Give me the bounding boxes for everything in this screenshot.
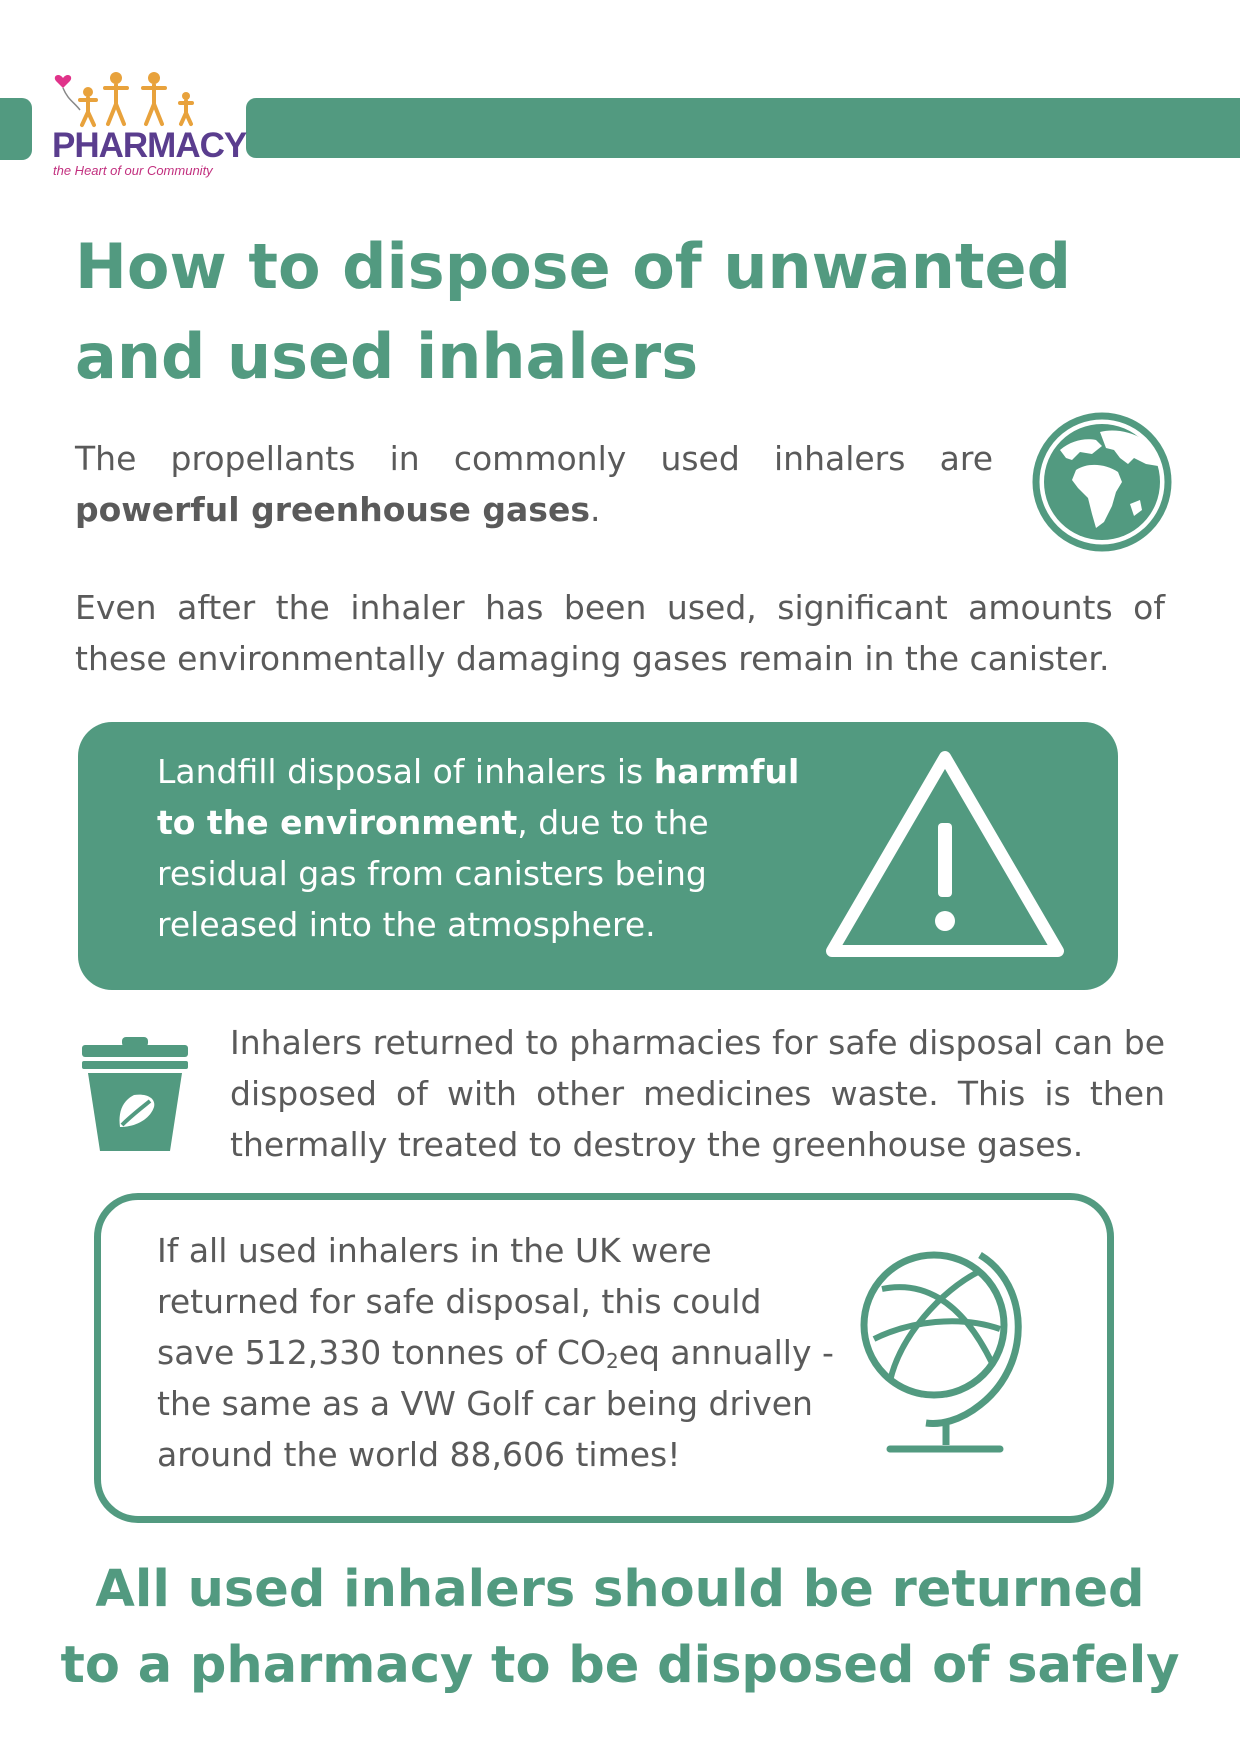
pharmacy-return-paragraph: Inhalers returned to pharmacies for safe disposal can be disposed of with other medicines waste. This is then thermally treated to destroy the greenhouse gases. bbox=[230, 1023, 1165, 1164]
residual-paragraph: Even after the inhaler has been used, significant amounts of these environmentally damaging gases remain in the canister. bbox=[75, 588, 1165, 678]
warning-icon bbox=[820, 745, 1070, 967]
page-title: How to dispose of unwanted and used inhalers bbox=[75, 230, 1071, 393]
intro-emphasis: powerful greenhouse gases bbox=[75, 490, 590, 529]
desk-globe-icon bbox=[860, 1245, 1040, 1455]
warning-emphasis: harmful to the environment bbox=[157, 752, 800, 842]
intro-paragraph: The propellants in commonly used inhalers are powerful greenhouse gases. bbox=[75, 439, 993, 529]
warning-text: Landfill disposal of inhalers is harmful to the environment, due to the residual gas from canisters being released into the atmosphere. bbox=[157, 752, 800, 944]
recycle-bin-icon bbox=[80, 1035, 190, 1155]
logo-tagline: the Heart of our Community bbox=[53, 163, 213, 178]
header-band bbox=[246, 98, 1240, 158]
impact-text: If all used inhalers in the UK were returned for safe disposal, this could save 512,330 tonnes of $CO_2eq$ annually - the same as a VW Golf car being driven around the world 88,606 times! bbox=[157, 1231, 834, 1474]
logo-figures-icon bbox=[50, 70, 240, 130]
header-band-left bbox=[0, 98, 32, 160]
footer-call-to-action: All used inhalers should be returned to a pharmacy to be disposed of safely bbox=[60, 1560, 1180, 1695]
pharmacy-logo bbox=[50, 70, 247, 180]
earth-icon bbox=[1030, 410, 1174, 554]
logo-wordmark: PHARMACY bbox=[52, 126, 247, 165]
